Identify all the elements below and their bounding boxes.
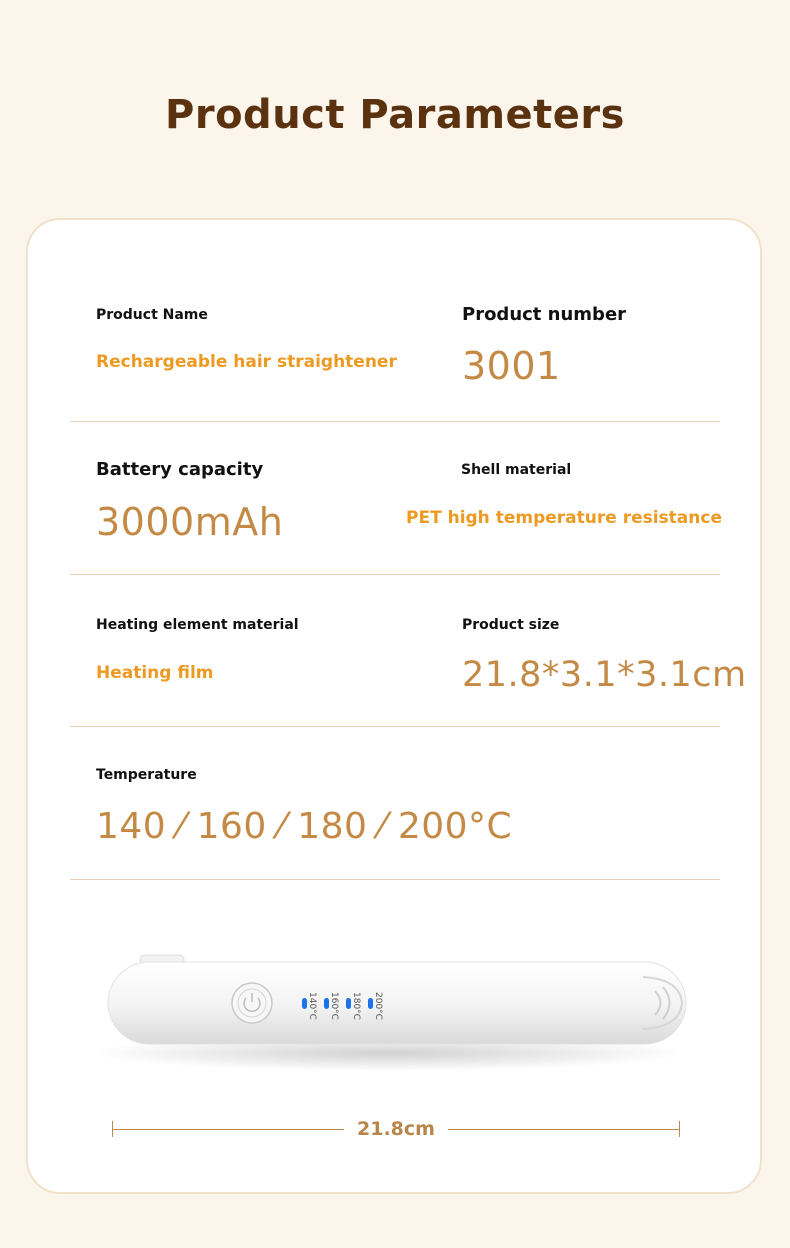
product-size-value: 21.8*3.1*3.1cm: [462, 655, 747, 695]
temp-indicator-led: [324, 998, 329, 1009]
dimension-line-right: [448, 1129, 680, 1130]
length-label: 21.8cm: [357, 1118, 435, 1140]
temp-indicator-led: [302, 998, 307, 1009]
battery-capacity-value: 3000mAh: [96, 500, 284, 544]
row-divider: [70, 574, 720, 575]
temperature-label: Temperature: [96, 767, 197, 783]
row-divider: [70, 879, 720, 880]
shell-material-label: Shell material: [461, 462, 572, 478]
temp-indicator-label: 200°C: [373, 992, 383, 1020]
row-divider: [70, 421, 720, 422]
row-divider: [70, 726, 720, 727]
temp-indicator-led: [346, 998, 351, 1009]
product-name-label: Product Name: [96, 307, 208, 323]
dimension-tick-right: [679, 1121, 680, 1137]
product-number-value: 3001: [462, 344, 561, 388]
temp-indicator-label: 160°C: [329, 992, 339, 1020]
temp-indicator-label: 140°C: [307, 992, 317, 1020]
length-dimension: [112, 1118, 680, 1142]
parameters-card: [26, 218, 762, 1194]
heating-element-label: Heating element material: [96, 617, 299, 633]
page-title: Product Parameters: [165, 92, 625, 138]
product-number-label: Product number: [462, 304, 627, 325]
heating-element-value: Heating film: [96, 663, 214, 683]
temp-indicator-led: [368, 998, 373, 1009]
hair-straightener-image: [88, 935, 708, 1075]
battery-capacity-label: Battery capacity: [96, 459, 264, 480]
temp-indicator-label: 180°C: [351, 992, 361, 1020]
product-name-value: Rechargeable hair straightener: [96, 352, 397, 372]
temperature-value: 140 ⁄ 160 ⁄ 180 ⁄ 200°C: [96, 806, 513, 847]
product-size-label: Product size: [462, 617, 560, 633]
shell-material-value: PET high temperature resistance: [406, 508, 722, 528]
